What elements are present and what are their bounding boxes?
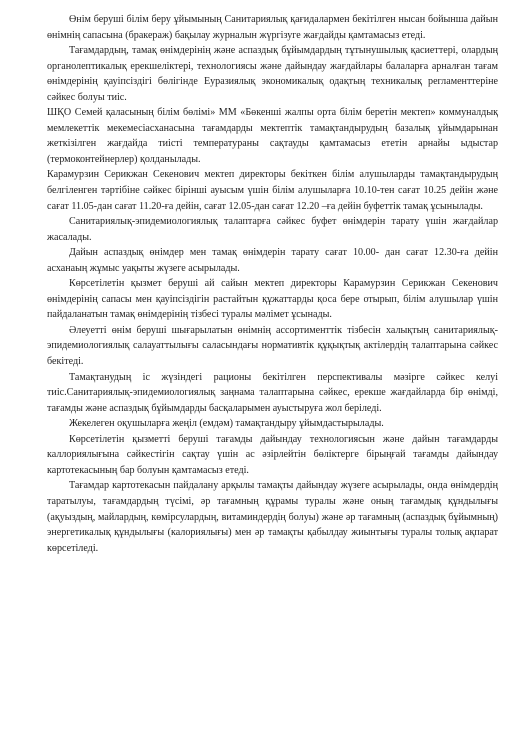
paragraph-quality-control-journal: Өнім беруші білім беру ұйымының Санитариялық қағидалармен бекітілген нысан бойынша дайын өнімнің сапасына (бракераж) бақылау журналын жүргізуге жағдайды қамтамасыз етеді. xyxy=(47,14,498,41)
paragraph-buffet-schedule: Карамурзин Серикжан Секенович мектеп директоры бекіткен білім алушыларды тамақтандырудың белгіленген тәртібіне сәйкес бірінші ауысым үшін білім алушыларға 10.10-тен сағат 10.25 дейін және сағат 11.05-дан сағат 11.20-ға дейін, сағат 12.05-дан сағат 12.20 –ға дейін буфеттік тамақ ұсынылады. xyxy=(47,169,498,212)
paragraph-assortment-list: Әлеуетті өнім беруші шығарылатын өнімнің ассортименттік тізбесін халықтың санитариялық-эпидемиологиялық салауаттылығы саласындағы нормативтік құқықтық актілердің талаптарына сәйкес бекітеді. xyxy=(47,324,498,368)
paragraph-recipe-card-file: Көрсетілетін қызметті беруші тағамды дайындау технологиясын және дайын тағамдарды каллориялығына сәйкестігін сақтау үшін ас әзірлейтін бөліктерге бірыңғай тағамды дайындау картотекасының бар болуын қамтамасыз етеді. xyxy=(47,433,498,476)
paragraph-consumer-properties: Тағамдардың, тамақ өнімдерінің және аспаздық бұйымдардың тұтынушылық қасиеттері, олардың органолептикалық ерекшеліктері, технологиясы және дайындау жағдайлары балаларға арналған тағам өнімдерінің қауіпсіздігі бөлігінде Еуразиялық экономикалық одақтың техникалық регламенттеріне сәйкес болуы тиіс. xyxy=(47,45,498,103)
paragraph-thermo-containers: ШҚО Семей қаласының білім бөлімі» ММ «Бөкенші жалпы орта білім беретін мектеп» коммуналдық мемлекеттік мекемесіасханасына тағамдарды мектептік тамақтандырудың базалық ұйымдарынан жеткізілген жағдайда тиісті температураны сақтауды қамтамасыз ететін арнайы ыдыстар (термоконтейнерлер) қолданылады. xyxy=(47,107,498,165)
paragraph-menu-compliance: Тамақтанудың іс жүзіндегі рационы бекітілген перспективалы мәзірге сәйкес келуі тиіс.Санитариялық-эпидемиологиялық заңнама талаптарына сәйкес, ерекше жағдайларда бір өнімді, тағамды және аспаздық бұйымдарды басқаларымен ауыстыруға жол беріледі. xyxy=(47,371,498,414)
paragraph-diet-meals: Жекелеген оқушыларға жеңіл (емдәм) тамақтандыру ұйымдастырылады. xyxy=(69,418,384,430)
paragraph-distribution-hours: Дайын аспаздық өнімдер мен тамақ өнімдерін тарату сағат 10.00- дан сағат 12.30-ға дейін асханаың жұмыс уақыты жүзеге асырылады. xyxy=(47,247,498,274)
paragraph-nutrition-info: Тағамдар картотекасын пайдалану арқылы тамақты дайындау жүзеге асырылады, онда өнімдердің таратылуы, тағамдардың түсімі, әр тағамның құрамы туралы және оның тағамдық құндылығы (ақуыздың, майлардың, көмірсулардың, витаминдердің болуы) және әр тағамның (аспаздық бұйымның) энергетикалық құндылығы (калориялығы) мен әр тамақты қабылдау жиынтығы туралы толық ақпарат көрсетіледі. xyxy=(47,480,498,554)
paragraph-monthly-report: Көрсетілетін қызмет беруші ай сайын мектеп директоры Карамурзин Серикжан Секенович өнімдерінің сапасы мен қауіпсіздігін растайтын құжаттарды қоса бере отырып, білім алушылар үшін пайдаланатын тамақ өнімдерінің тізбесі туралы мәлімет ұсынады. xyxy=(47,278,498,321)
paragraph-buffet-conditions: Санитариялық-эпидемиологиялық талаптарға сәйкес буфет өнімдерін тарату үшін жағдайлар жасалады. xyxy=(47,216,498,243)
